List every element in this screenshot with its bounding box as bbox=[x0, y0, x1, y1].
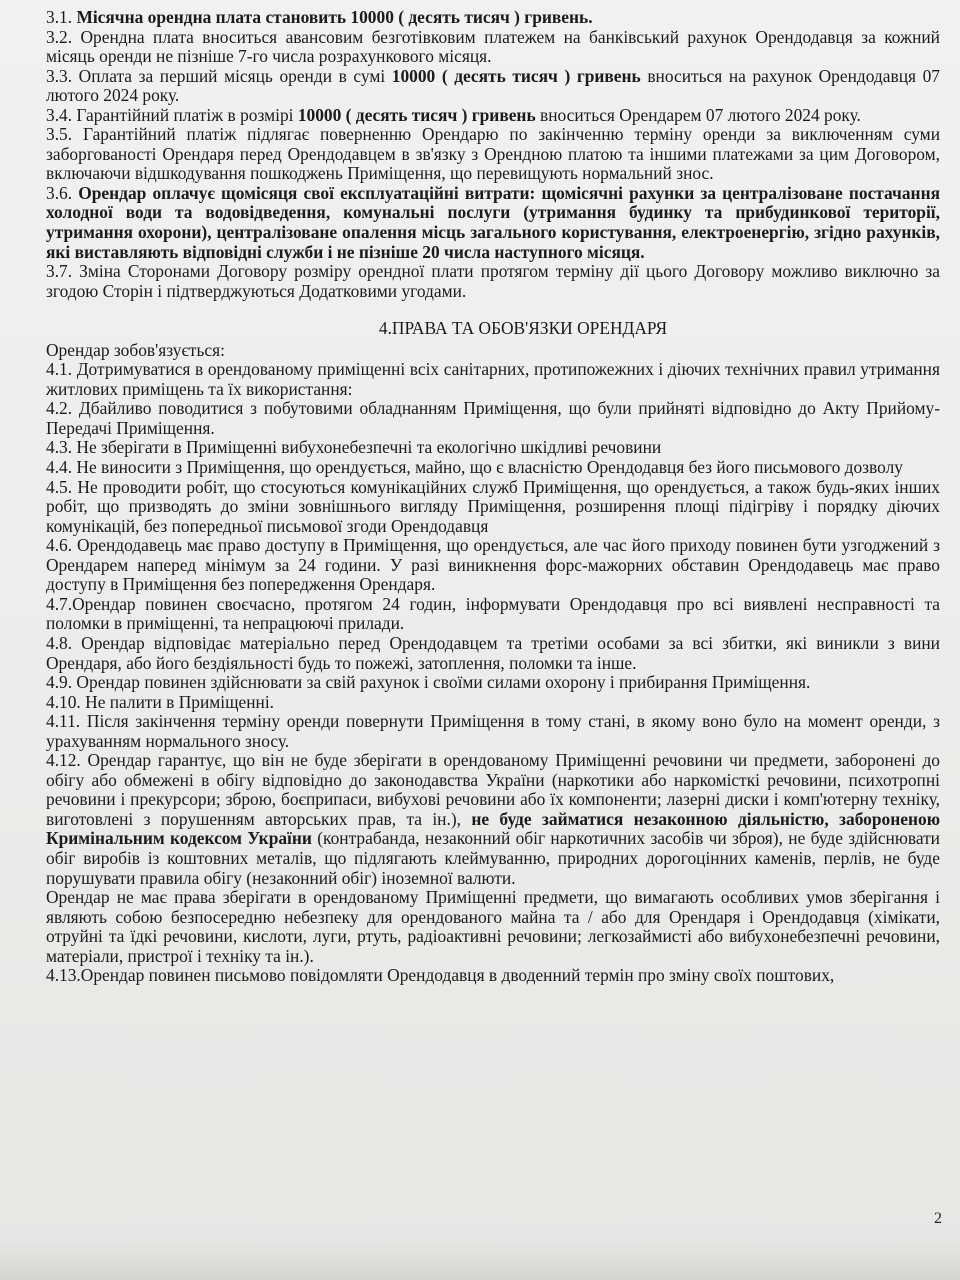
clause-4-4: 4.4. Не виносити з Приміщення, що орендується, майно, що є власністю Орендодавця без його письмового дозволу bbox=[46, 457, 903, 478]
section-4-heading: 4.ПРАВА ТА ОБОВ'ЯЗКИ ОРЕНДАРЯ bbox=[378, 318, 668, 339]
page-bottom-shadow bbox=[0, 1240, 960, 1280]
clause-3-3: 3.3. Оплата за перший місяць оренди в сумі 10000 ( десять тисяч ) гривень вноситься на рахунок Орендодавця 07 лютого 2024 року. bbox=[46, 65, 940, 106]
clause-4-8: 4.8. Орендар відповідає матеріально перед Орендодавцем та третіми особами за всі збитки, які виникли з вини Орендаря, або його бездіяльності будь то пожежі, затоплення, поломки та інше. bbox=[46, 632, 940, 673]
clause-3-5: 3.5. Гарантійний платіж підлягає поверненню Орендарю по закінченню терміну оренди за виключенням суми заборгованості Орендаря перед Орендодавцем в зв'язку з Орендною платою та іншими платежами за цим Договором, включаючи відшкодування пошкоджень Приміщення, що перевищують нормальний знос. bbox=[46, 124, 940, 184]
clause-4-11: 4.11. Після закінчення терміну оренди повернути Приміщення в тому стані, в якому воно було на момент оренди, з урахуванням нормального зносу. bbox=[46, 711, 940, 751]
clause-3-1: 3.1. Місячна орендна плата становить 10000 ( десять тисяч ) гривень. bbox=[46, 7, 593, 27]
clause-4-9: 4.9. Орендар повинен здійснювати за свій рахунок і своїми силами охорону і прибирання Приміщення. bbox=[46, 672, 811, 693]
clause-3-1-bold: Місячна орендна плата становить 10000 ( десять тисяч ) гривень. bbox=[76, 7, 593, 27]
clause-3-6-bold: Орендар оплачує щомісяця свої експлуатаційні витрати: щомісячні рахунки за централізоване постачання холодної води та водовідведення, комунальні послуги (утримання будинку та прибудинкової території, утримання охорони), централізоване опалення місць загального користування, електроенергію, згідно рахунків, які виставляють відповідні служби і не пізніше 20 числа наступного місяця. bbox=[46, 182, 941, 262]
section-4-intro: Орендар зобов'язується: bbox=[46, 339, 225, 360]
clause-3-2: 3.2. Орендна плата вноситься авансовим безготівковим платежем на банківський рахунок Орендодавця за кожний місяць оренди не пізніше 7-го числа розрахункового місяця. bbox=[46, 26, 940, 67]
clause-4-2: 4.2. Дбайливо поводитися з побутовими обладнанням Приміщення, що були прийняті відповідно до Акту Прийому-Передачі Приміщення. bbox=[46, 398, 940, 438]
clause-4-12-continuation: Орендар не має права зберігати в орендованому Приміщенні предмети, що вимагають особливих умов зберігання і являють собою безпосередню небезпеку для орендованого майна та / або для Орендаря і Орендодавця (хімікати, отруйні та їдкі речовини, кислоти, луги, ртуть, радіоактивні речовини; легкозаймисті або вибухонебезпечні речовини, матеріали, пристрої і техніку та ін.). bbox=[46, 887, 940, 966]
clause-4-1: 4.1. Дотримуватися в орендованому приміщенні всіх санітарних, протипожежних і діючих технічних правил утримання житлових приміщень та їх використання: bbox=[46, 359, 940, 399]
clause-3-7: 3.7. Зміна Сторонами Договору розміру орендної плати протягом терміну дії цього Договору можливо виключно за згодою Сторін і підтверджуються Додатковими угодами. bbox=[46, 261, 940, 301]
clause-4-12-bold: не буде займатися незаконною діяльністю, забороненою Кримінальним кодексом України bbox=[46, 808, 940, 849]
clause-4-10: 4.10. Не палити в Приміщенні. bbox=[46, 691, 275, 712]
clause-4-6: 4.6. Орендодавець має право доступу в Приміщення, що орендується, але час його приходу повинен бути узгоджений з Орендарем наперед мінімум за 24 години. У разі виникнення форс-мажорних обставин Орендодавець має право доступу в Приміщення без попередження Орендаря. bbox=[46, 535, 940, 595]
clause-4-5: 4.5. Не проводити робіт, що стосуються комунікаційних служб Приміщення, що орендується, а також будь-яких інших робіт, що призводять до зміни зовнішнього вигляду Приміщення, розширення площі підігріву і порядку діючих комунікацій, без попередньої письмової згоди Орендодавця bbox=[46, 476, 940, 536]
clause-3-6: 3.6. Орендар оплачує щомісяця свої експлуатаційні витрати: щомісячні рахунки за централізоване постачання холодної води та водовідведення, комунальні послуги (утримання будинку та прибудинкової території, утримання охорони), централізоване опалення місць загального користування, електроенергію, згідно рахунків, які виставляють відповідні служби і не пізніше 20 числа наступного місяця. bbox=[46, 182, 941, 262]
page-number: 2 bbox=[934, 1210, 942, 1227]
clause-4-12: 4.12. Орендар гарантує, що він не буде зберігати в орендованому Приміщенні речовини чи предмети, заборонені до обігу або обмежені в обігу відповідно до законодавства України (наркотики або наркомісткі речовини, психотропні речовини і прекурсори; зброю, боєприпаси, вибухові речовини або їх компоненти; лазерні диски і комп'ютерну техніку, виготовлені з порушенням авторських прав, та ін.), не буде займатися незаконною діяльністю, забороненою Кримінальним кодексом України (контрабанда, незаконний обіг наркотичних засобів чи зброя), не буде здійснювати обіг виробів із коштовних металів, що підлягають клеймуванню, природних дорогоцінних каменів, перлів, не буде порушувати правила обігу (незаконний обіг) іноземної валюти. bbox=[46, 750, 940, 888]
clause-4-3: 4.3. Не зберігати в Приміщенні вибухонебезпечні та екологічно шкідливі речовини bbox=[46, 437, 662, 458]
clause-3-4: 3.4. Гарантійний платіж в розмірі 10000 ( десять тисяч ) гривень вноситься Орендарем 07 лютого 2024 року. bbox=[46, 104, 861, 125]
clause-3-4-bold: 10000 ( десять тисяч ) гривень bbox=[297, 104, 536, 125]
document-body bbox=[46, 8, 940, 986]
clause-4-13: 4.13.Орендар повинен письмово повідомляти Орендодавця в дводенний термін про зміну своїх поштових, bbox=[46, 965, 835, 986]
clause-4-7: 4.7.Орендар повинен своєчасно, протягом 24 годин, інформувати Орендодавця про всі виявлені несправності та поломки в приміщенні, та непрацюючі прилади. bbox=[46, 593, 940, 634]
clause-3-3-bold: 10000 ( десять тисяч ) гривень bbox=[391, 65, 641, 86]
